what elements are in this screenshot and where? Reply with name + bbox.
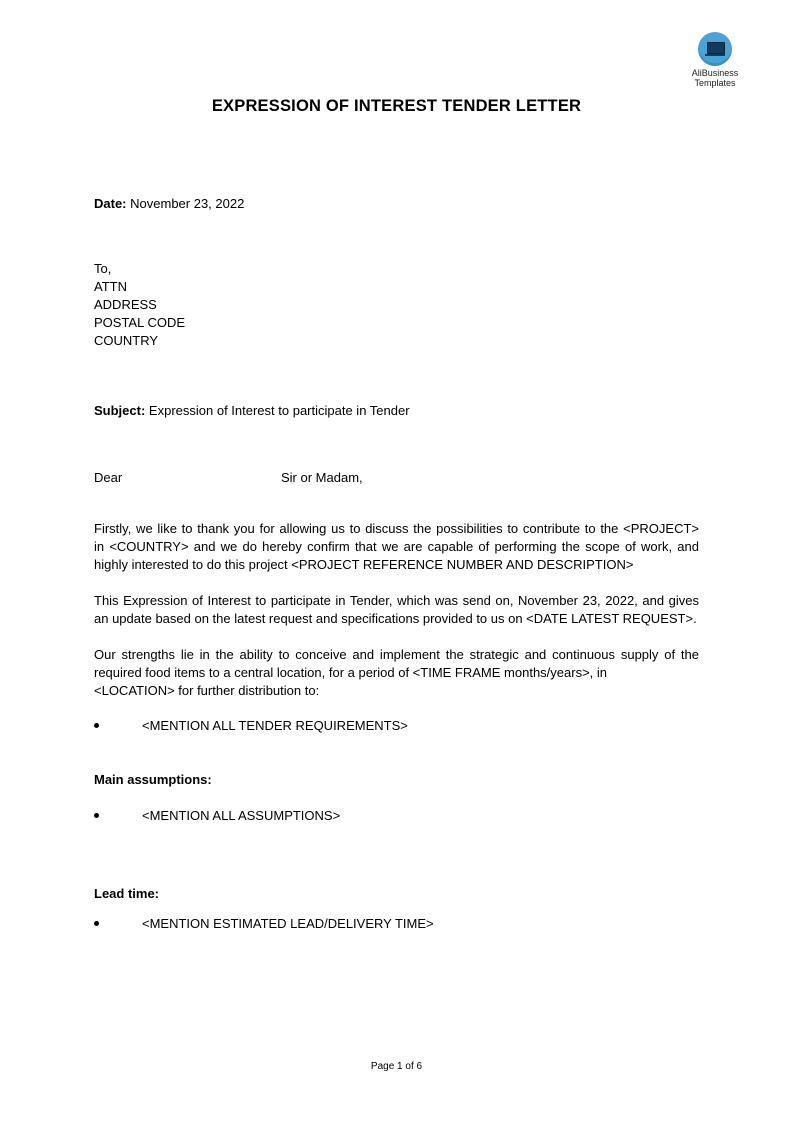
paragraph-line: This Expression of Interest to participate in Tender, which was send on, November 23, 2022, and gives xyxy=(94,593,699,608)
document-title: EXPRESSION OF INTEREST TENDER LETTER xyxy=(211,97,582,115)
bullet-text: <MENTION ALL ASSUMPTIONS> xyxy=(142,808,341,823)
bullet-text: <MENTION ESTIMATED LEAD/DELIVERY TIME> xyxy=(142,916,434,931)
subject-label: Subject: xyxy=(94,403,146,418)
paragraph-line: Our strengths lie in the ability to conceive and implement the strategic and continuous supply of the xyxy=(94,647,699,662)
assumptions-heading: Main assumptions: xyxy=(94,772,212,787)
salutation-dear: Dear xyxy=(94,470,123,485)
lead-time-heading: Lead time: xyxy=(94,886,160,901)
date-label: Date: xyxy=(94,196,127,211)
recipient-to: To, xyxy=(94,261,112,276)
bullet-dot-icon xyxy=(94,813,99,818)
paragraph-line: Firstly, we like to thank you for allowing us to discuss the possibilities to contribute to the <PROJECT> xyxy=(94,521,699,536)
bullet-dot-icon xyxy=(94,723,99,728)
paragraph-update xyxy=(94,592,699,628)
logo-line-2: Templates xyxy=(694,78,736,88)
laptop-icon xyxy=(698,32,732,66)
salutation-name: Sir or Madam, xyxy=(281,470,363,485)
paragraph-line: required food items to a central location, for a period of <TIME FRAME months/years>, in xyxy=(94,665,608,680)
subject-value: Expression of Interest to participate in Tender xyxy=(148,403,410,418)
paragraph-line: an update based on the latest request and specifications provided to us on <DATE LATEST REQUEST>. xyxy=(94,611,697,626)
paragraph-line: <LOCATION> for further distribution to: xyxy=(94,683,320,698)
paragraph-intro xyxy=(94,520,699,574)
paragraph-strengths xyxy=(94,646,699,700)
subject-line xyxy=(94,402,410,420)
recipient-country: COUNTRY xyxy=(94,333,159,348)
recipient-attn: ATTN xyxy=(94,279,127,294)
bullet-text: <MENTION ALL TENDER REQUIREMENTS> xyxy=(142,718,408,733)
logo-text xyxy=(683,68,747,88)
recipient-postal-code: POSTAL CODE xyxy=(94,315,186,330)
paragraph-line: in <COUNTRY> and we do hereby confirm that we are capable of performing the scope of work, and xyxy=(94,539,699,554)
bullet-dot-icon xyxy=(94,921,99,926)
date-value: November 23, 2022 xyxy=(130,196,245,211)
paragraph-line: highly interested to do this project <PROJECT REFERENCE NUMBER AND DESCRIPTION> xyxy=(94,557,634,572)
recipient-address: ADDRESS xyxy=(94,297,157,312)
page-number: Page 1 of 6 xyxy=(370,1061,423,1072)
date-line xyxy=(94,195,244,213)
logo-line-1: AliBusiness xyxy=(691,68,739,78)
brand-logo xyxy=(683,32,747,88)
